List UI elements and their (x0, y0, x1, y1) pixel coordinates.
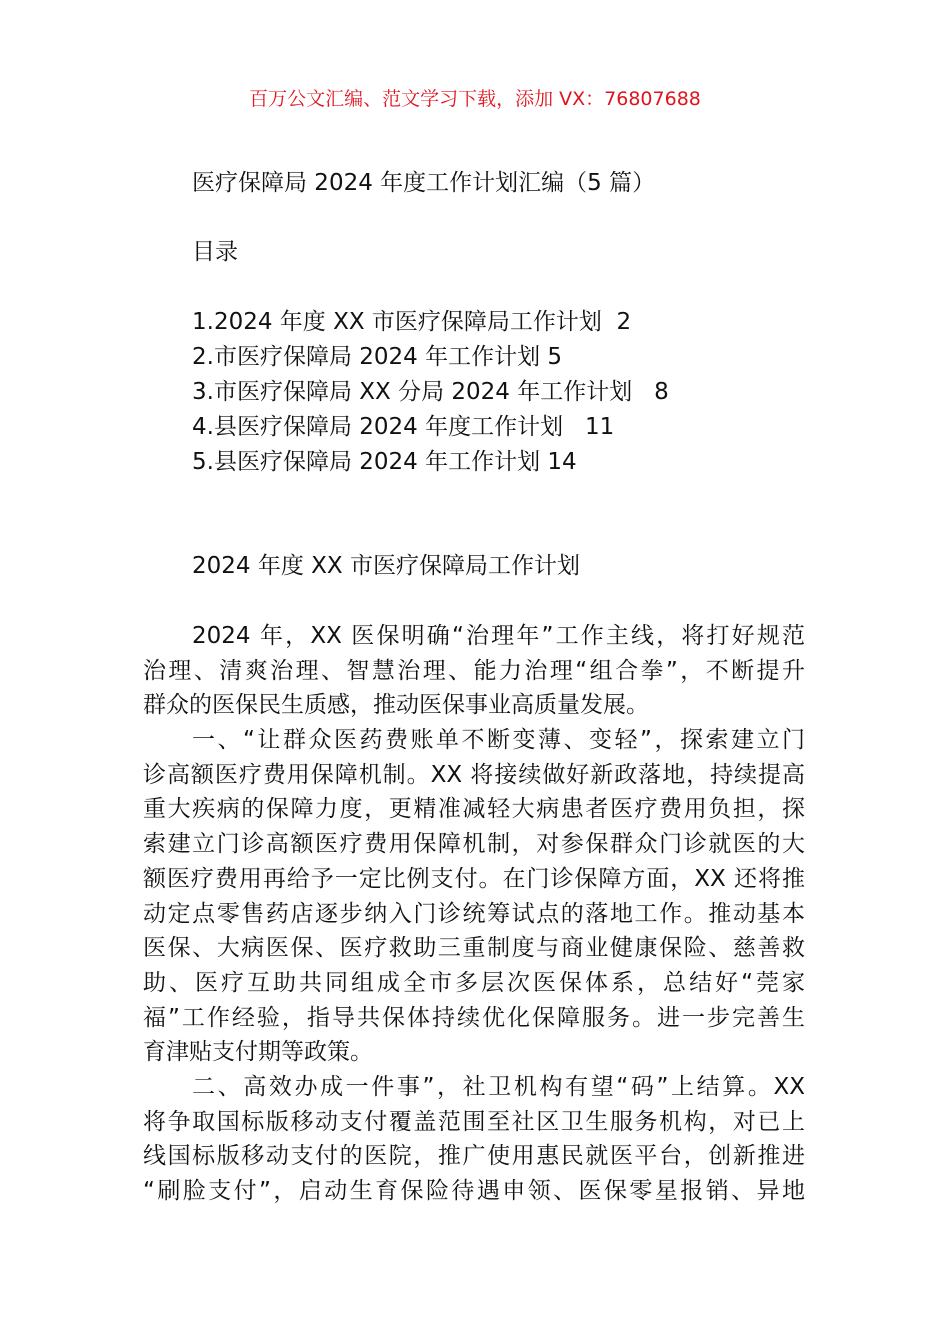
text-line: 医保、大病医保、医疗救助三重制度与商业健康保险、慈善救 (143, 935, 805, 962)
text-line: 动定点零售药店逐步纳入门诊统筹试点的落地工作。推动基本 (143, 900, 805, 927)
text-line: 育津贴支付期等政策。 (143, 1039, 373, 1066)
text-line: 群众的医保民生质感，推动医保事业高质量发展。 (143, 692, 649, 719)
toc-item[interactable]: 1.2024 年度 XX 市医疗保障局工作计划 2 (192, 309, 632, 335)
watermark-banner: 百万公文汇编、范文学习下载，添加 VX：76807688 (249, 88, 701, 110)
text-line: 额医疗费用再给予一定比例支付。在门诊保障方面，XX 还将推 (143, 865, 805, 892)
text-line: 重大疾病的保障力度，更精准减轻大病患者医疗费用负担，探 (143, 796, 805, 823)
text-line: 助、医疗互助共同组成全市多层次医保体系，总结好“莞家 (143, 969, 805, 996)
text-line: 福”工作经验，指导共保体持续优化保障服务。进一步完善生 (143, 1004, 805, 1031)
text-line: 一、“让群众医药费账单不断变薄、变轻”，探索建立门 (192, 727, 805, 754)
body-text (143, 619, 805, 1209)
text-line: 治理、清爽治理、智慧治理、能力治理“组合拳”，不断提升 (143, 657, 805, 684)
toc-item[interactable]: 5.县医疗保障局 2024 年工作计划 14 (192, 449, 577, 475)
toc-heading: 目录 (192, 239, 238, 265)
text-line: 索建立门诊高额医疗费用保障机制，对参保群众门诊就医的大 (143, 831, 805, 858)
toc-item[interactable]: 4.县医疗保障局 2024 年度工作计划 11 (192, 414, 615, 440)
text-line: 二、高效办成一件事”，社卫机构有望“码”上结算。XX (192, 1073, 805, 1100)
text-line: 将争取国标版移动支付覆盖范围至社区卫生服务机构，对已上 (143, 1108, 805, 1135)
text-line: 诊高额医疗费用保障机制。XX 将接续做好新政落地，持续提高 (143, 761, 805, 788)
text-line: 2024 年，XX 医保明确“治理年”工作主线，将打好规范 (192, 623, 805, 649)
section-title: 2024 年度 XX 市医疗保障局工作计划 (192, 553, 580, 579)
text-line: “刷脸支付”，启动生育保险待遇申领、医保零星报销、异地 (143, 1178, 805, 1204)
toc-item[interactable]: 3.市医疗保障局 XX 分局 2024 年工作计划 8 (192, 379, 669, 405)
document-title: 医疗保障局 2024 年度工作计划汇编（5 篇） (192, 170, 656, 196)
toc-item[interactable]: 2.市医疗保障局 2024 年工作计划 5 (192, 344, 563, 370)
text-line: 线国标版移动支付的医院，推广使用惠民就医平台，创新推进 (143, 1143, 805, 1170)
